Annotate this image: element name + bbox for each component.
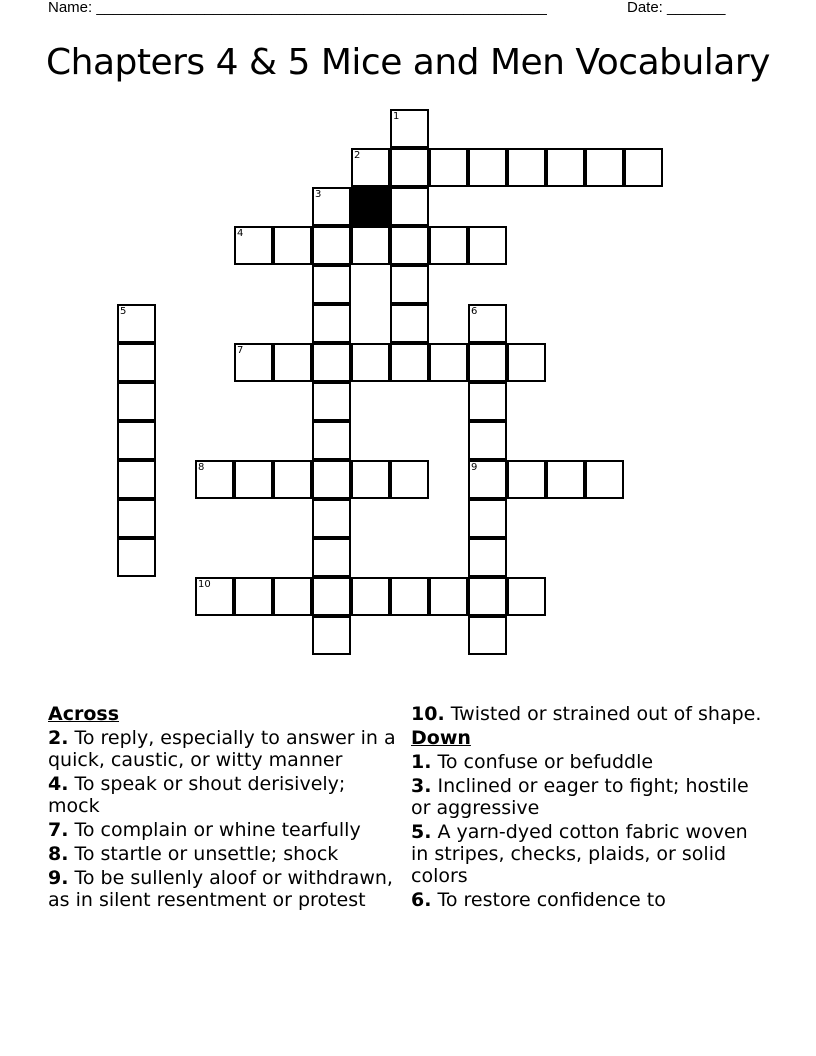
crossword-cell[interactable] [624,148,663,187]
crossword-cell[interactable] [468,226,507,265]
clue-number: 1. [411,751,432,773]
crossword-cell[interactable] [234,226,273,265]
crossword-cell[interactable] [468,343,507,382]
crossword-cell[interactable] [585,148,624,187]
clue-text: To reply, especially to answer in a quick, caustic, or witty manner [48,727,396,771]
clue-number: 10. [411,703,445,725]
clue-number: 3. [411,775,432,797]
crossword-cell[interactable] [468,382,507,421]
clue-number-label: 3 [315,189,322,200]
clue-number-label: 7 [237,345,244,356]
crossword-cell[interactable] [468,421,507,460]
crossword-cell[interactable] [390,187,429,226]
clue-text: A yarn-dyed cotton fabric woven in stripes, checks, plaids, or solid colors [411,821,748,887]
crossword-cell[interactable] [507,148,546,187]
crossword-cell[interactable] [429,577,468,616]
crossword-cell[interactable] [468,577,507,616]
crossword-cell[interactable] [312,265,351,304]
clue-text: Twisted or strained out of shape. [444,703,762,725]
crossword-cell[interactable] [390,460,429,499]
crossword-cell[interactable] [351,226,390,265]
clue-down-5 [411,821,771,887]
clue-number-label: 2 [354,150,361,161]
clue-text: Inclined or eager to fight; hostile or aggressive [411,775,749,819]
crossword-cell[interactable] [468,148,507,187]
crossword-cell[interactable] [195,577,234,616]
clue-number: 5. [411,821,432,843]
crossword-cell[interactable] [585,460,624,499]
clue-number: 4. [48,773,69,795]
clue-across-2 [48,727,400,771]
clue-number-label: 4 [237,228,244,239]
clue-number-label: 5 [120,306,127,317]
clue-number: 7. [48,819,69,841]
crossword-cell[interactable] [507,577,546,616]
clue-text: To restore confidence to [431,889,666,911]
crossword-cell[interactable] [273,343,312,382]
crossword-cell[interactable] [429,226,468,265]
page-title: Chapters 4 & 5 Mice and Men Vocabulary [46,42,770,83]
crossword-cell[interactable] [234,460,273,499]
crossword-cell[interactable] [273,226,312,265]
clue-number: 6. [411,889,432,911]
clue-across-4 [48,773,400,817]
clues-left-column [48,703,400,913]
clue-across-10 [411,703,771,725]
crossword-cell[interactable] [195,460,234,499]
crossword-cell[interactable] [312,577,351,616]
clue-number: 2. [48,727,69,749]
crossword-cell[interactable] [273,577,312,616]
crossword-cell[interactable] [507,460,546,499]
black-cell [351,187,390,226]
clue-number-label: 1 [393,111,400,122]
clue-number: 9. [48,867,69,889]
down-heading: Down [411,727,471,749]
crossword-cell[interactable] [468,304,507,343]
crossword-cell[interactable] [390,577,429,616]
clue-number: 8. [48,843,69,865]
crossword-cell[interactable] [312,538,351,577]
crossword-cell[interactable] [546,148,585,187]
crossword-cell[interactable] [390,265,429,304]
clue-text: To startle or unsettle; shock [68,843,339,865]
crossword-cell[interactable] [390,304,429,343]
name-field: Name: ______________________________________________________ [48,0,547,16]
crossword-cell[interactable] [351,148,390,187]
clue-number-label: 10 [198,579,211,590]
crossword-cell[interactable] [312,304,351,343]
across-heading: Across [48,703,120,725]
crossword-cell[interactable] [312,460,351,499]
crossword-cell[interactable] [312,616,351,655]
crossword-cell[interactable] [312,421,351,460]
clue-text: To be sullenly aloof or withdrawn, as in silent resentment or protest [48,867,393,911]
crossword-cell[interactable] [312,226,351,265]
crossword-cell[interactable] [390,343,429,382]
clue-across-7 [48,819,400,841]
crossword-cell[interactable] [351,343,390,382]
clue-across-9 [48,867,400,911]
crossword-cell[interactable] [429,148,468,187]
crossword-cell[interactable] [468,460,507,499]
crossword-cell[interactable] [312,499,351,538]
crossword-cell[interactable] [117,343,156,382]
crossword-cell[interactable] [234,343,273,382]
crossword-cell[interactable] [468,499,507,538]
crossword-cell[interactable] [117,460,156,499]
crossword-cell[interactable] [234,577,273,616]
crossword-cell[interactable] [390,109,429,148]
clue-down-3 [411,775,771,819]
date-field: Date: _______ [627,0,726,16]
clue-number-label: 8 [198,462,205,473]
crossword-cell[interactable] [390,148,429,187]
clues-right-column [411,703,771,913]
clue-number-label: 6 [471,306,478,317]
crossword-cell[interactable] [468,616,507,655]
clue-number-label: 9 [471,462,478,473]
crossword-cell[interactable] [312,187,351,226]
crossword-cell[interactable] [117,382,156,421]
clue-across-8 [48,843,400,865]
crossword-cell[interactable] [117,421,156,460]
crossword-cell[interactable] [117,304,156,343]
clue-down-6 [411,889,771,911]
clue-text: To speak or shout derisively; mock [48,773,346,817]
crossword-cell[interactable] [312,343,351,382]
crossword-cell[interactable] [117,538,156,577]
crossword-cell[interactable] [507,343,546,382]
clue-text: To confuse or befuddle [431,751,654,773]
crossword-cell[interactable] [390,226,429,265]
crossword-cell[interactable] [429,343,468,382]
crossword-cell[interactable] [351,577,390,616]
crossword-cell[interactable] [273,460,312,499]
crossword-cell[interactable] [468,538,507,577]
clue-down-1 [411,751,771,773]
crossword-cell[interactable] [117,499,156,538]
crossword-cell[interactable] [312,382,351,421]
clue-text: To complain or whine tearfully [68,819,361,841]
crossword-cell[interactable] [351,460,390,499]
crossword-cell[interactable] [546,460,585,499]
